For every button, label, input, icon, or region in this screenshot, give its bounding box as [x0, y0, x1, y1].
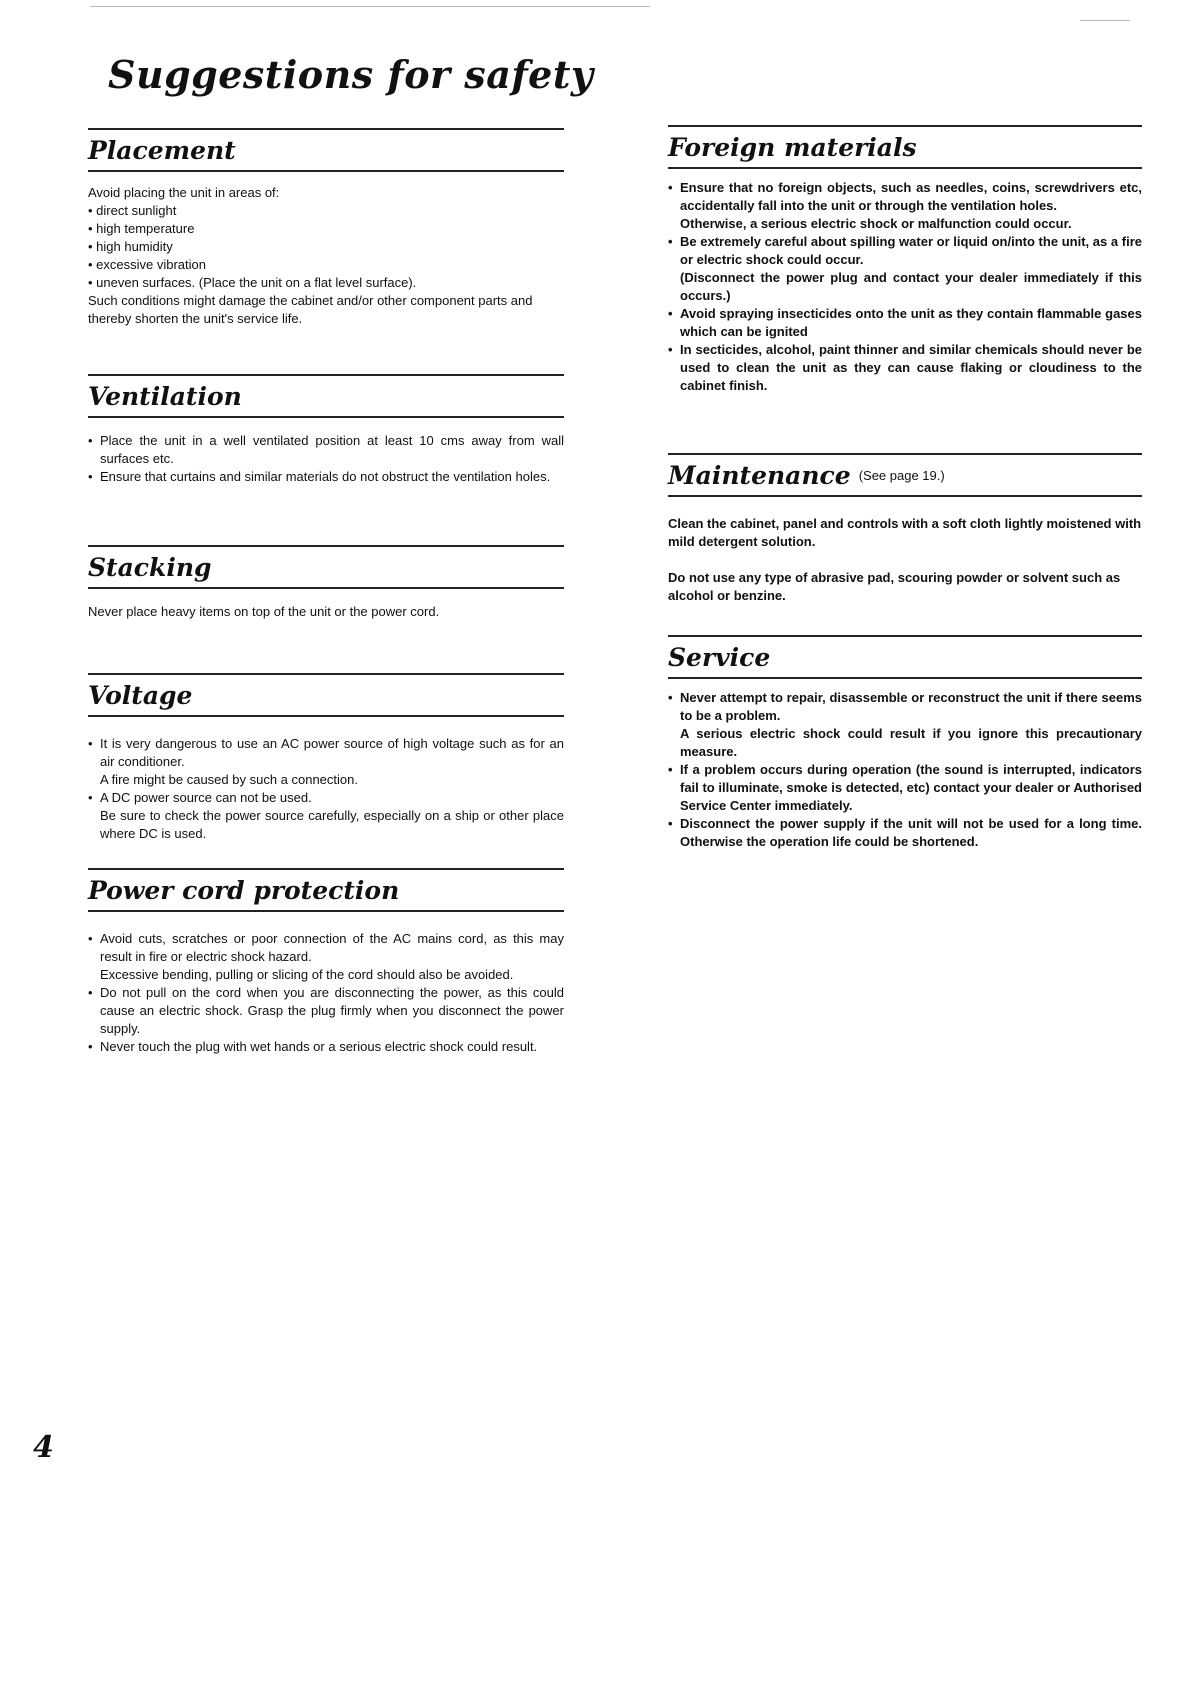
section-title: Power cord protection [88, 868, 564, 912]
placement-outro: Such conditions might damage the cabinet and/or other component parts and thereby shorten the unit's service life. [88, 293, 533, 326]
item-text: Avoid spraying insecticides onto the unit as they contain flammable gases which can be ignited [680, 306, 1142, 339]
ventilation-list [88, 432, 564, 486]
item-text: Never attempt to repair, disassemble or reconstruct the unit if there seems to be a problem. [680, 690, 1142, 723]
list-item [668, 689, 1142, 761]
voltage-section [88, 673, 564, 843]
stacking-section [88, 545, 564, 621]
section-title: Ventilation [88, 374, 564, 418]
item-text: If a problem occurs during operation (the sound is interrupted, indicators fail to illuminate, smoke is detected, etc) contact your dealer or Authorised Service Center immediately. [680, 762, 1142, 813]
section-body [88, 603, 564, 621]
item-text: Never touch the plug with wet hands or a serious electric shock could result. [100, 1039, 538, 1054]
item-continuation: A serious electric shock could result if you ignore this precautionary measure. [680, 726, 1142, 759]
list-item: • excessive vibration [88, 257, 206, 272]
list-item [668, 233, 1142, 305]
item-text: Disconnect the power supply if the unit will not be used for a long time. Otherwise the operation life could be shortened. [680, 816, 1142, 849]
section-body [88, 930, 564, 1056]
item-text: Be extremely careful about spilling water or liquid on/into the unit, as a fire or electric shock could occur. [680, 234, 1142, 267]
list-item: • direct sunlight [88, 203, 177, 218]
list-item [668, 341, 1142, 395]
section-title: Stacking [88, 545, 564, 589]
section-body [668, 515, 1142, 605]
section-body [668, 179, 1142, 395]
section-title: Foreign materials [668, 125, 1142, 169]
page-title: Suggestions for safety [108, 52, 594, 97]
list-item: • Ensure that curtains and similar materials do not obstruct the ventilation holes. [88, 468, 564, 486]
list-item [668, 815, 1142, 851]
item-continuation: Excessive bending, pulling or slicing of the cord should also be avoided. [100, 967, 514, 982]
list-item [88, 1038, 564, 1056]
item-text: Ensure that no foreign objects, such as needles, coins, screwdrivers etc, accidentally fall into the unit or through the ventilation holes. [680, 180, 1142, 213]
list-item [668, 179, 1142, 233]
scan-artifact [1080, 20, 1130, 21]
item-text: Do not pull on the cord when you are disconnecting the power, as this could cause an electric shock. Grasp the plug firmly when you disconnect the power supply. [100, 985, 564, 1036]
foreign-materials-list [668, 179, 1142, 395]
scan-artifact [90, 6, 650, 7]
list-item [88, 930, 564, 984]
list-item [88, 984, 564, 1038]
list-item [88, 789, 564, 843]
item-text: A DC power source can not be used. [100, 790, 312, 805]
item-text: It is very dangerous to use an AC power source of high voltage such as for an air conditioner. [100, 736, 564, 769]
section-body [668, 689, 1142, 851]
section-title [668, 453, 1142, 497]
item-continuation: Otherwise, a serious electric shock or malfunction could occur. [680, 216, 1072, 231]
voltage-list [88, 735, 564, 843]
list-item: • high temperature [88, 221, 195, 236]
power-cord-section [88, 868, 564, 1056]
power-cord-list [88, 930, 564, 1056]
stacking-text: Never place heavy items on top of the unit or the power cord. [88, 604, 440, 619]
maintenance-paragraph: Clean the cabinet, panel and controls with a soft cloth lightly moistened with mild detergent solution. [668, 516, 1142, 549]
placement-intro: Avoid placing the unit in areas of: [88, 185, 280, 200]
list-item [668, 305, 1142, 341]
list-item: • high humidity [88, 239, 173, 254]
item-text: In secticides, alcohol, paint thinner and similar chemicals should never be used to clean the unit as they can cause flaking or cloudiness to the cabinet finish. [680, 342, 1142, 393]
item-continuation: A fire might be caused by such a connection. [100, 772, 358, 787]
item-text: Avoid cuts, scratches or poor connection of the AC mains cord, as this may result in fire or electric shock hazard. [100, 931, 564, 964]
list-item [668, 761, 1142, 815]
section-title: Voltage [88, 673, 564, 717]
section-title: Service [668, 635, 1142, 679]
see-page-note: (See page 19.) [858, 468, 945, 483]
service-list [668, 689, 1142, 851]
section-body [88, 184, 564, 328]
section-body [88, 432, 564, 486]
maintenance-section [668, 453, 1142, 605]
maintenance-paragraph: Do not use any type of abrasive pad, scouring powder or solvent such as alcohol or benzine. [668, 570, 1121, 603]
list-item: • Place the unit in a well ventilated position at least 10 cms away from wall surfaces etc. [88, 432, 564, 468]
section-title: Placement [88, 128, 564, 172]
item-continuation: (Disconnect the power plug and contact your dealer immediately if this occurs.) [680, 270, 1142, 303]
list-item: • uneven surfaces. (Place the unit on a flat level surface). [88, 275, 417, 290]
page-number: 4 [33, 1430, 54, 1465]
section-body [88, 735, 564, 843]
foreign-materials-section [668, 125, 1142, 395]
placement-section [88, 128, 564, 328]
service-section [668, 635, 1142, 851]
placement-list [88, 202, 564, 292]
item-continuation: Be sure to check the power source carefully, especially on a ship or other place where DC is used. [100, 808, 564, 841]
list-item [88, 735, 564, 789]
section-title-text: Maintenance [668, 461, 851, 490]
ventilation-section [88, 374, 564, 486]
